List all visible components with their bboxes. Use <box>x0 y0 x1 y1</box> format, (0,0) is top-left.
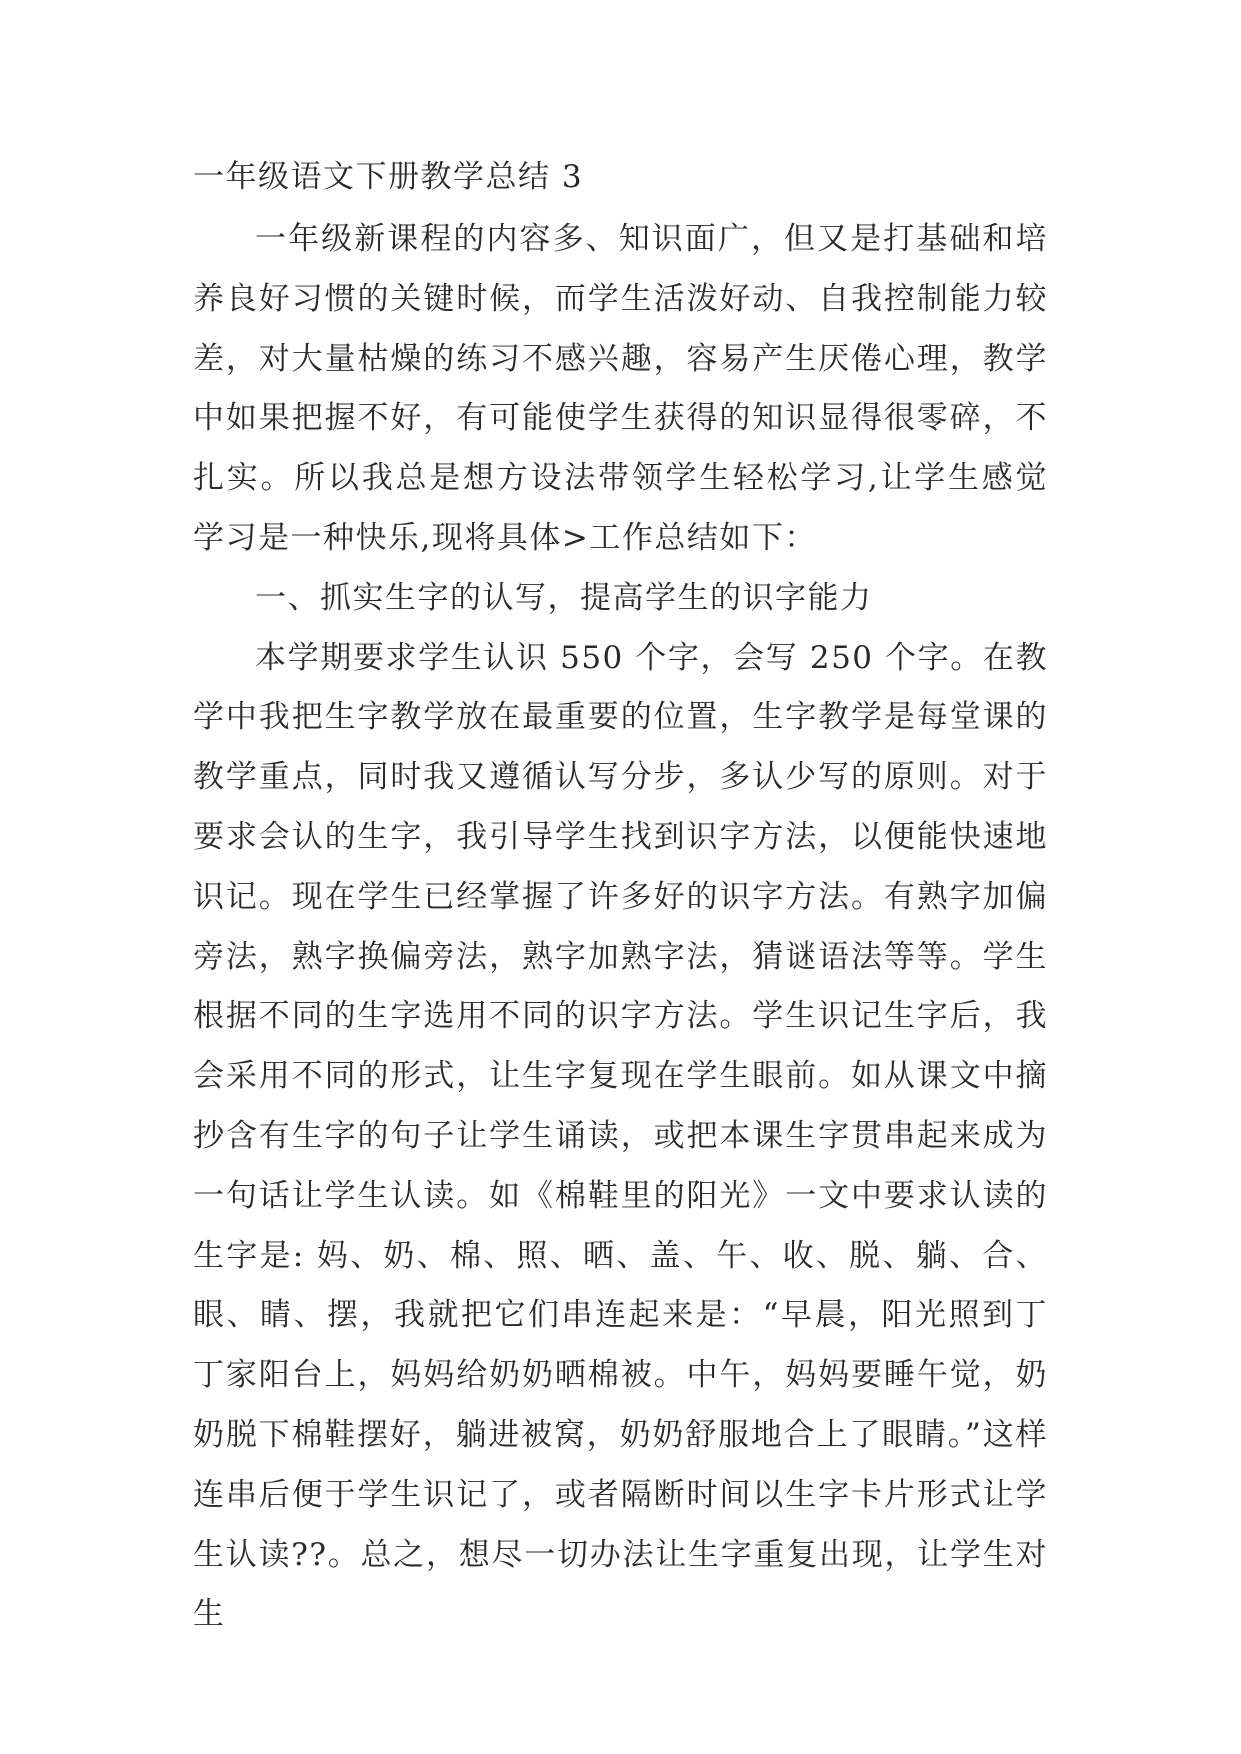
paragraph-intro: 一年级新课程的内容多、知识面广，但又是打基础和培养良好习惯的关键时候，而学生活泼好动、自我控制能力较差，对大量枯燥的练习不感兴趣，容易产生厌倦心理，教学中如果把握不好，有可能使学生获得的知识显得很零碎，不扎实。所以我总是想方设法带领学生轻松学习,让学生感觉学习是一种快乐,现将具体>工作总结如下： <box>193 221 1048 556</box>
paragraph-literacy-details: 本学期要求学生认识 550 个字，会写 250 个字。在教学中我把生字教学放在最重要的位置，生字教学是每堂课的教学重点，同时我又遵循认写分步，多认少写的原则。对于要求会认的生字，我引导学生找到识字方法，以便能快速地识记。现在学生已经掌握了许多好的识字方法。有熟字加偏旁法，熟字换偏旁法，熟字加熟字法，猜谜语法等等。学生根据不同的生字选用不同的识字方法。学生识记生字后，我会采用不同的形式，让生字复现在学生眼前。如从课文中摘抄含有生字的句子让学生诵读，或把本课生字贯串起来成为一句话让学生认读。如《棉鞋里的阳光》一文中要求认读的生字是: 妈、奶、棉、照、晒、盖、午、收、脱、躺、合、眼、睛、摆，我就把它们串连起来是：“早晨，阳光照到丁丁家阳台上，妈妈给奶奶晒棉被。中午，妈妈要睡午觉，奶奶脱下棉鞋摆好，躺进被窝，奶奶舒服地合上了眼睛。”这样连串后便于学生识记了，或者隔断时间以生字卡片形式让学生认读??。总之，想尽一切办法让生字重复出现，让学生对生 <box>193 639 1048 1633</box>
section-heading-literacy: 一、抓实生字的认写，提高学生的识字能力 <box>255 579 873 616</box>
document-body <box>193 158 1048 1645</box>
document-title: 一年级语文下册教学总结 3 <box>193 159 584 195</box>
